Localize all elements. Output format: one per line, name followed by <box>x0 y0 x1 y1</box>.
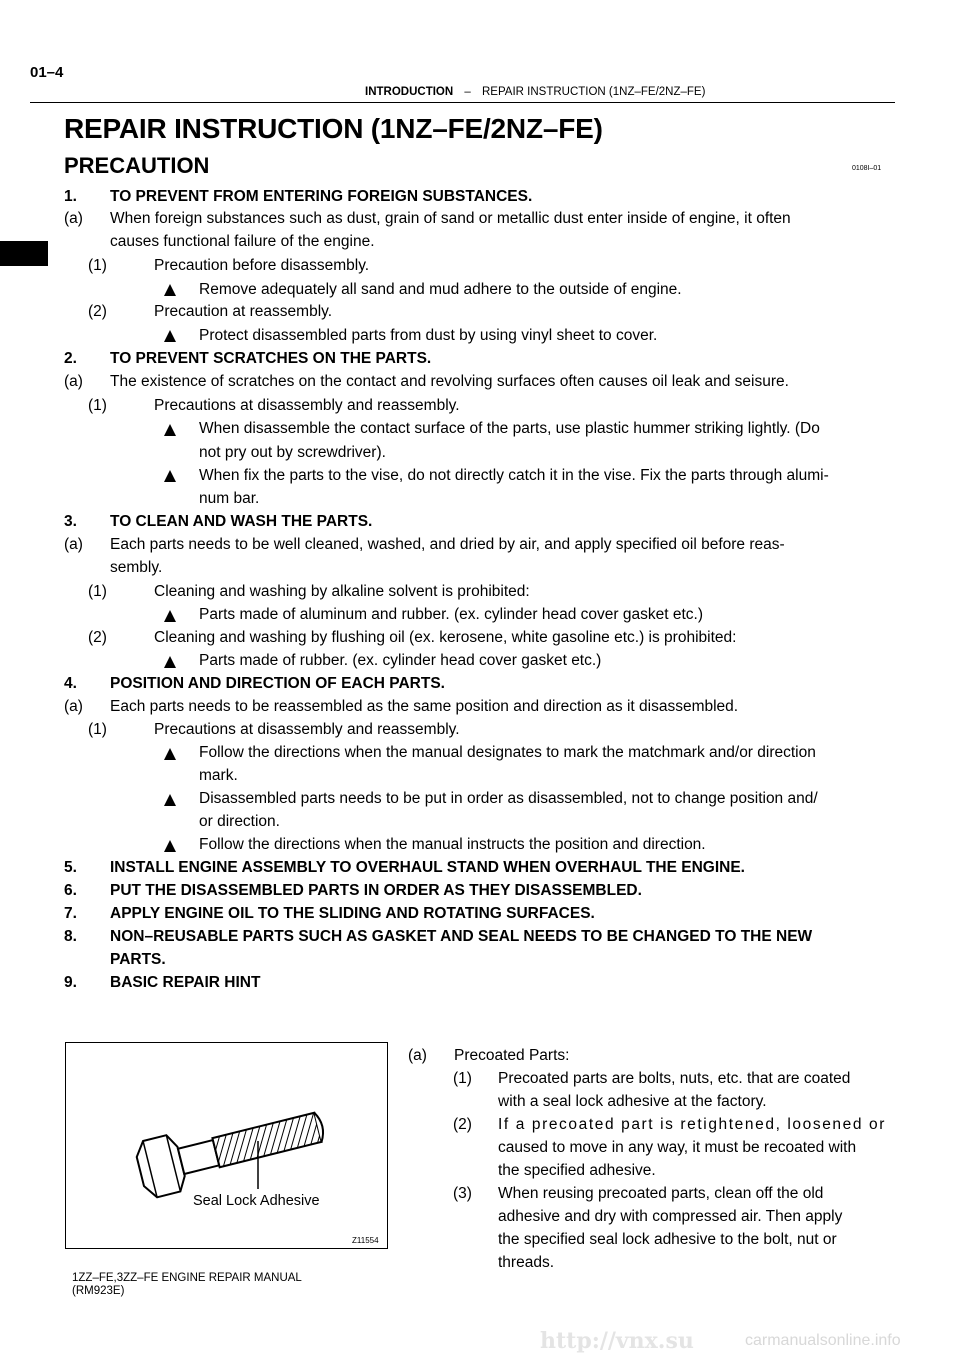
bullet-triangle-icon <box>164 330 176 342</box>
precoat-item-a <box>408 1045 570 1067</box>
item-text: If a precoated part is retightened, loosened or <box>498 1116 886 1133</box>
item-text: TO PREVENT FROM ENTERING FOREIGN SUBSTANCES. <box>110 188 533 205</box>
bullet-text: Parts made of aluminum and rubber. (ex. cylinder head cover gasket etc.) <box>199 606 703 623</box>
bullet-text: Follow the directions when the manual instructs the position and direction. <box>199 836 706 853</box>
bullet-triangle-icon <box>164 794 176 806</box>
running-header <box>365 86 705 98</box>
item-text: Cleaning and washing by alkaline solvent is prohibited: <box>154 583 530 600</box>
document-id: 0108I–01 <box>852 165 882 172</box>
bullet-text-continued: mark. <box>199 767 238 784</box>
item-text: Precautions at disassembly and reassembly. <box>154 397 460 414</box>
bullet-text: When disassemble the contact surface of the parts, use plastic hummer striking lightly. (Do <box>199 420 820 437</box>
item-number: 9. <box>64 974 77 991</box>
item-number: 6. <box>64 882 77 899</box>
item-letter: (a) <box>64 698 83 715</box>
bullet-text: Parts made of rubber. (ex. cylinder head cover gasket etc.) <box>199 652 602 669</box>
item-text-continued: the specified seal lock adhesive to the bolt, nut or <box>498 1231 837 1248</box>
item-text: PUT THE DISASSEMBLED PARTS IN ORDER AS THEY DISASSEMBLED. <box>110 882 642 899</box>
footer <box>72 1272 302 1298</box>
bullet-triangle-icon <box>164 656 176 668</box>
item-letter: (a) <box>64 210 83 227</box>
item-number: (1) <box>453 1070 472 1087</box>
figure-code: Z11554 <box>352 1236 379 1245</box>
item-text: INSTALL ENGINE ASSEMBLY TO OVERHAUL STAND WHEN OVERHAUL THE ENGINE. <box>110 859 745 876</box>
bullet-text-continued: or direction. <box>199 813 280 830</box>
item-text: Each parts needs to be well cleaned, washed, and dried by air, and apply specified oil before reas- <box>110 536 785 553</box>
bullet-text: Protect disassembled parts from dust by using vinyl sheet to cover. <box>199 327 658 344</box>
header-rule <box>30 102 895 103</box>
item-number: (3) <box>453 1185 472 1202</box>
list-item-9 <box>64 972 261 994</box>
item-text: NON–REUSABLE PARTS SUCH AS GASKET AND SEAL NEEDS TO BE CHANGED TO THE NEW <box>110 928 813 945</box>
list-item-4 <box>64 673 445 695</box>
item-number: 2. <box>64 350 77 367</box>
item-number: (2) <box>88 303 107 320</box>
figure-label: Seal Lock Adhesive <box>193 1193 320 1209</box>
item-letter: (a) <box>64 373 83 390</box>
item-text: Each parts needs to be reassembled as the same position and direction as it disassembled. <box>110 698 739 715</box>
item-number: (1) <box>88 721 107 738</box>
list-item-8 <box>64 926 813 948</box>
header-separator: – <box>464 86 471 98</box>
bullet-triangle-icon <box>164 610 176 622</box>
bullet-triangle-icon <box>164 470 176 482</box>
item-number: 4. <box>64 675 77 692</box>
precoat-item-2 <box>453 1114 886 1136</box>
bullet-triangle-icon <box>164 748 176 760</box>
header-subsection: REPAIR INSTRUCTION (1NZ–FE/2NZ–FE) <box>481 86 706 98</box>
item-text: Cleaning and washing by flushing oil (ex. kerosene, white gasoline etc.) is prohibited: <box>154 629 737 646</box>
list-item-1a2 <box>88 301 333 323</box>
bullet-text: Follow the directions when the manual designates to mark the matchmark and/or direction <box>199 744 816 761</box>
precoat-item-3 <box>453 1183 824 1205</box>
precoat-item-1 <box>453 1068 851 1090</box>
item-text: BASIC REPAIR HINT <box>110 974 261 991</box>
section-tab-marker <box>0 241 48 266</box>
item-text-continued: threads. <box>498 1254 555 1271</box>
item-text: TO PREVENT SCRATCHES ON THE PARTS. <box>110 350 432 367</box>
item-text: When foreign substances such as dust, grain of sand or metallic dust enter inside of engine, it often <box>110 210 791 227</box>
list-item-4a1 <box>88 719 460 741</box>
bullet-text-continued: num bar. <box>199 490 260 507</box>
list-item-4a <box>64 696 739 718</box>
item-number: 8. <box>64 928 77 945</box>
list-item-6 <box>64 880 642 902</box>
item-text: Precoated Parts: <box>454 1047 570 1064</box>
list-item-1a1 <box>88 255 370 277</box>
section-title: PRECAUTION <box>64 153 210 178</box>
item-text: The existence of scratches on the contact and revolving surfaces often causes oil leak and seisure. <box>110 373 789 390</box>
list-item-2a <box>64 371 789 393</box>
page-number: 01–4 <box>30 64 64 81</box>
list-item-3a <box>64 534 785 556</box>
item-number: (1) <box>88 397 107 414</box>
bullet-text: Remove adequately all sand and mud adhere to the outside of engine. <box>199 281 682 298</box>
item-text: POSITION AND DIRECTION OF EACH PARTS. <box>110 675 445 692</box>
list-item-7 <box>64 903 595 925</box>
item-number: (2) <box>453 1116 472 1133</box>
item-number: (2) <box>88 629 107 646</box>
bullet-text: When fix the parts to the vise, do not directly catch it in the vise. Fix the parts through alumi- <box>199 467 829 484</box>
bolt-illustration-icon <box>66 1043 386 1247</box>
list-item-3a1 <box>88 581 530 603</box>
item-letter: (a) <box>408 1047 427 1064</box>
item-text-continued: sembly. <box>110 559 163 576</box>
watermark-link[interactable]: http://vnx.su <box>540 1328 694 1354</box>
item-text: When reusing precoated parts, clean off the old <box>498 1185 824 1202</box>
item-number: (1) <box>88 583 107 600</box>
list-item-3a2 <box>88 627 737 649</box>
item-text: Precoated parts are bolts, nuts, etc. that are coated <box>498 1070 851 1087</box>
bullet-triangle-icon <box>164 840 176 852</box>
item-text: TO CLEAN AND WASH THE PARTS. <box>110 513 373 530</box>
item-text-continued: PARTS. <box>110 951 166 968</box>
item-text: Precautions at disassembly and reassembly. <box>154 721 460 738</box>
list-item-5 <box>64 857 745 879</box>
bullet-triangle-icon <box>164 284 176 296</box>
item-number: 1. <box>64 188 77 205</box>
item-text-continued: caused to move in any way, it must be recoated with <box>498 1139 857 1156</box>
item-text-continued: the specified adhesive. <box>498 1162 656 1179</box>
bullet-triangle-icon <box>164 424 176 436</box>
item-text: APPLY ENGINE OIL TO THE SLIDING AND ROTATING SURFACES. <box>110 905 595 922</box>
item-text-continued: adhesive and dry with compressed air. Then apply <box>498 1208 843 1225</box>
item-text: Precaution at reassembly. <box>154 303 333 320</box>
bullet-text: Disassembled parts needs to be put in order as disassembled, not to change position and/ <box>199 790 818 807</box>
footer-manual-code: (RM923E) <box>72 1285 125 1297</box>
item-number: 3. <box>64 513 77 530</box>
item-text: Precaution before disassembly. <box>154 257 370 274</box>
footer-manual-title: 1ZZ–FE,3ZZ–FE ENGINE REPAIR MANUAL <box>72 1272 302 1284</box>
item-letter: (a) <box>64 536 83 553</box>
figure-precoated-bolt <box>65 1042 388 1249</box>
item-text-continued: with a seal lock adhesive at the factory. <box>498 1093 767 1110</box>
header-section: INTRODUCTION <box>365 86 454 98</box>
item-number: (1) <box>88 257 107 274</box>
item-number: 7. <box>64 905 77 922</box>
item-number: 5. <box>64 859 77 876</box>
bullet-text-continued: not pry out by screwdriver). <box>199 444 386 461</box>
page-title: REPAIR INSTRUCTION (1NZ–FE/2NZ–FE) <box>64 113 603 144</box>
list-item-2a1 <box>88 395 460 417</box>
watermark-text: carmanualsonline.info <box>745 1332 901 1349</box>
item-text-continued: causes functional failure of the engine. <box>110 233 375 250</box>
list-item-3 <box>64 511 373 533</box>
